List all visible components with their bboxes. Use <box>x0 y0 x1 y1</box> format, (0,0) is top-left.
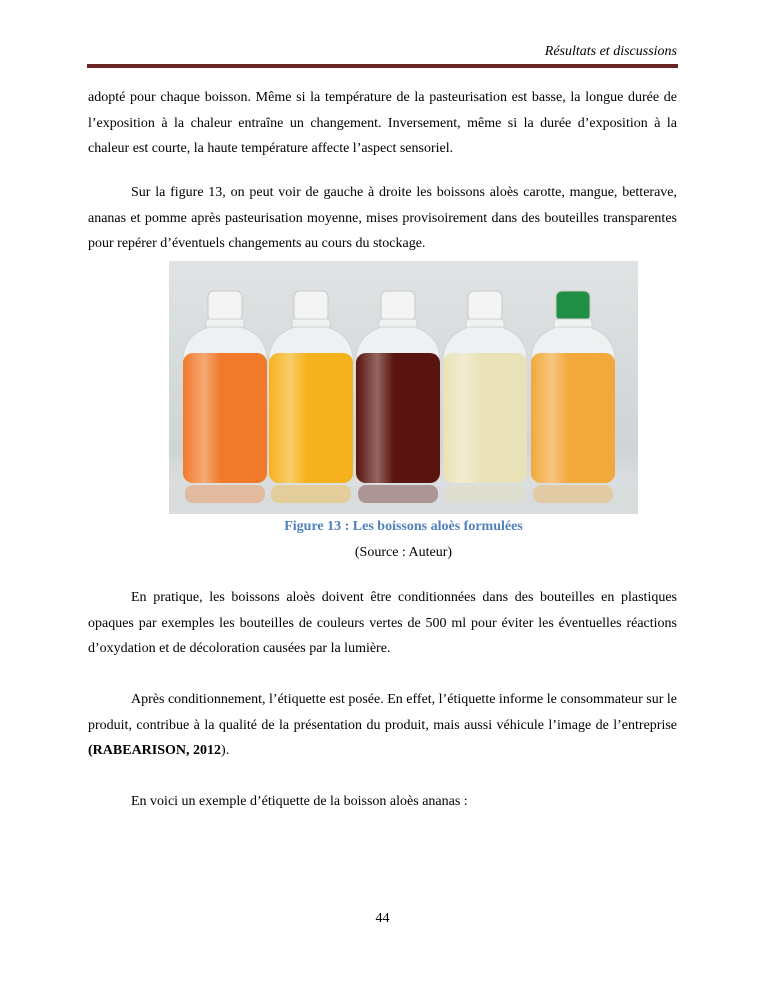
page-number: 44 <box>375 911 390 926</box>
paragraph-4 <box>88 687 677 764</box>
running-header: Résultats et discussions <box>544 44 677 59</box>
figure-13-photo <box>169 261 638 514</box>
header-rule <box>87 64 678 68</box>
paragraph-2: Sur la figure 13, on peut voir de gauche à droite les boissons aloès carotte, mangue, betterave, ananas et pomme après pasteurisation moyenne, mises provisoirement dans des bouteilles transparentes pour repérer d’éventuels changements au cours du stockage. <box>88 185 677 251</box>
paragraph-4-text: Après conditionnement, l’étiquette est posée. En effet, l’étiquette informe le consommateur sur le produit, contribue à la qualité de la présentation du produit, mais aussi véhicule l’image de l’entreprise <box>88 692 677 733</box>
paragraph-1: adopté pour chaque boisson. Même si la température de la pasteurisation est basse, la longue durée de l’exposition à la chaleur entraîne un changement. Inversement, même si la durée d’exposition à la chaleur est courte, la haute température affecte l’aspect sensoriel. <box>88 90 677 156</box>
reference-citation: RABEARISON, 2012 <box>92 743 222 758</box>
figure-caption: Figure 13 : Les boissons aloès formulées <box>284 519 523 534</box>
figure-source: (Source : Auteur) <box>354 545 453 560</box>
bottles-photo <box>169 261 638 514</box>
reference-open: ( <box>88 743 93 758</box>
reference-close: ). <box>221 743 230 758</box>
paragraph-5: En voici un exemple d’étiquette de la boisson aloès ananas : <box>131 794 468 809</box>
paragraph-3: En pratique, les boissons aloès doivent être conditionnées dans des bouteilles en plastiques opaques par exemples les bouteilles de couleurs vertes de 500 ml pour éviter les éventuelles réactions d’oxydation et de décoloration causées par la lumière. <box>88 590 677 656</box>
